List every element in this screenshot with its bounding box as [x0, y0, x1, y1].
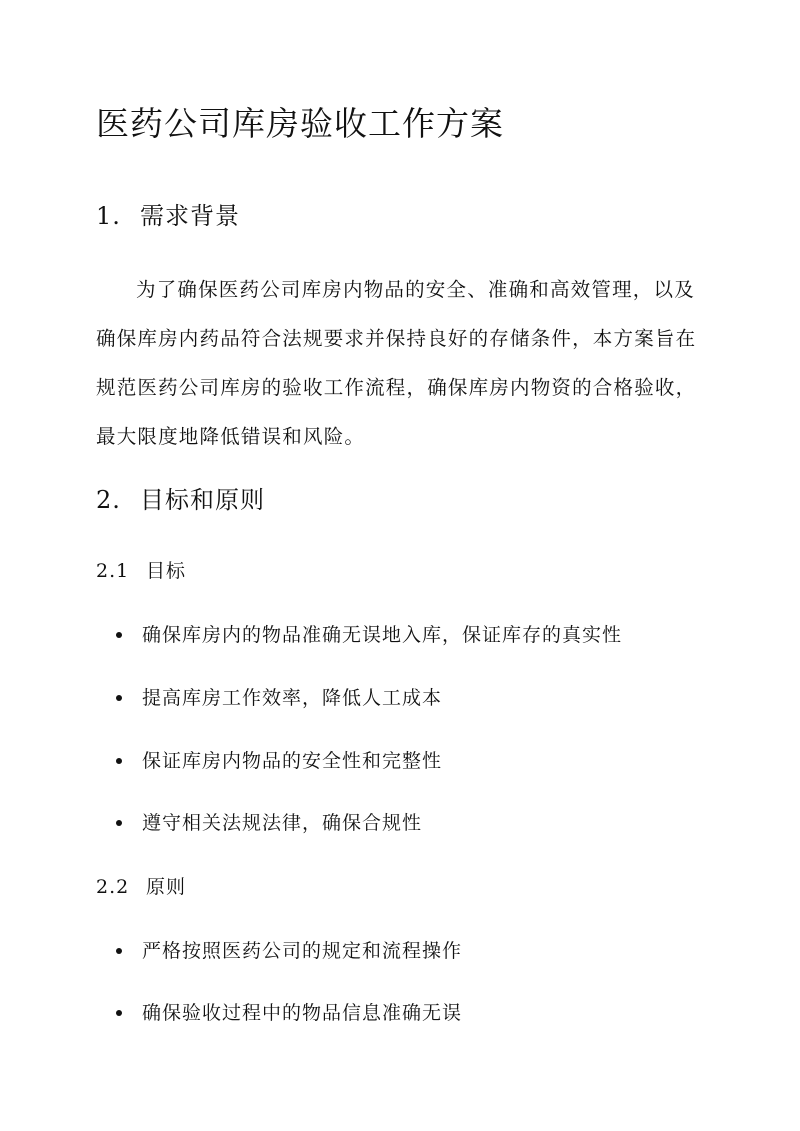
list-item-text: 保证库房内物品的安全性和完整性	[142, 750, 443, 772]
list-item-text: 确保库房内的物品准确无误地入库，保证库存的真实性	[142, 624, 623, 646]
list-item-text: 提高库房工作效率，降低人工成本	[142, 687, 443, 709]
document-title: 医药公司库房验收工作方案	[96, 104, 504, 143]
subsection-heading-2-2	[96, 872, 186, 899]
section-title: 目标和原则	[140, 486, 265, 514]
bullet-icon	[116, 948, 122, 954]
list-item	[116, 936, 462, 963]
section-heading-2	[96, 480, 265, 515]
section-heading-1	[96, 196, 240, 231]
bullet-icon	[116, 632, 122, 638]
bullet-icon	[116, 1010, 122, 1016]
list-item-text: 严格按照医药公司的规定和流程操作	[142, 940, 463, 962]
background-paragraph: 为了确保医药公司库房内物品的安全、准确和高效管理，以及确保库房内药品符合法规要求并保持良好的存储条件，本方案旨在规范医药公司库房的验收工作流程，确保库房内物资的合格验收，最大限度地降低错误和风险。	[96, 278, 697, 448]
section-number: 1.	[96, 202, 121, 230]
section-number: 2.	[96, 486, 121, 514]
list-item	[116, 808, 422, 835]
list-item	[116, 683, 442, 710]
bullet-icon	[116, 695, 122, 701]
list-item-text: 遵守相关法规法律，确保合规性	[142, 812, 423, 834]
list-item-text: 确保验收过程中的物品信息准确无误	[142, 1002, 463, 1024]
subsection-number: 2.1	[96, 560, 130, 582]
bullet-icon	[116, 758, 122, 764]
subsection-heading-2-1	[96, 556, 186, 583]
list-item	[116, 620, 622, 647]
bullet-icon	[116, 820, 122, 826]
subsection-number: 2.2	[96, 876, 130, 898]
list-item	[116, 746, 442, 773]
subsection-title: 原则	[146, 876, 187, 898]
section-title: 需求背景	[140, 202, 240, 230]
subsection-title: 目标	[146, 560, 187, 582]
list-item	[116, 998, 462, 1025]
